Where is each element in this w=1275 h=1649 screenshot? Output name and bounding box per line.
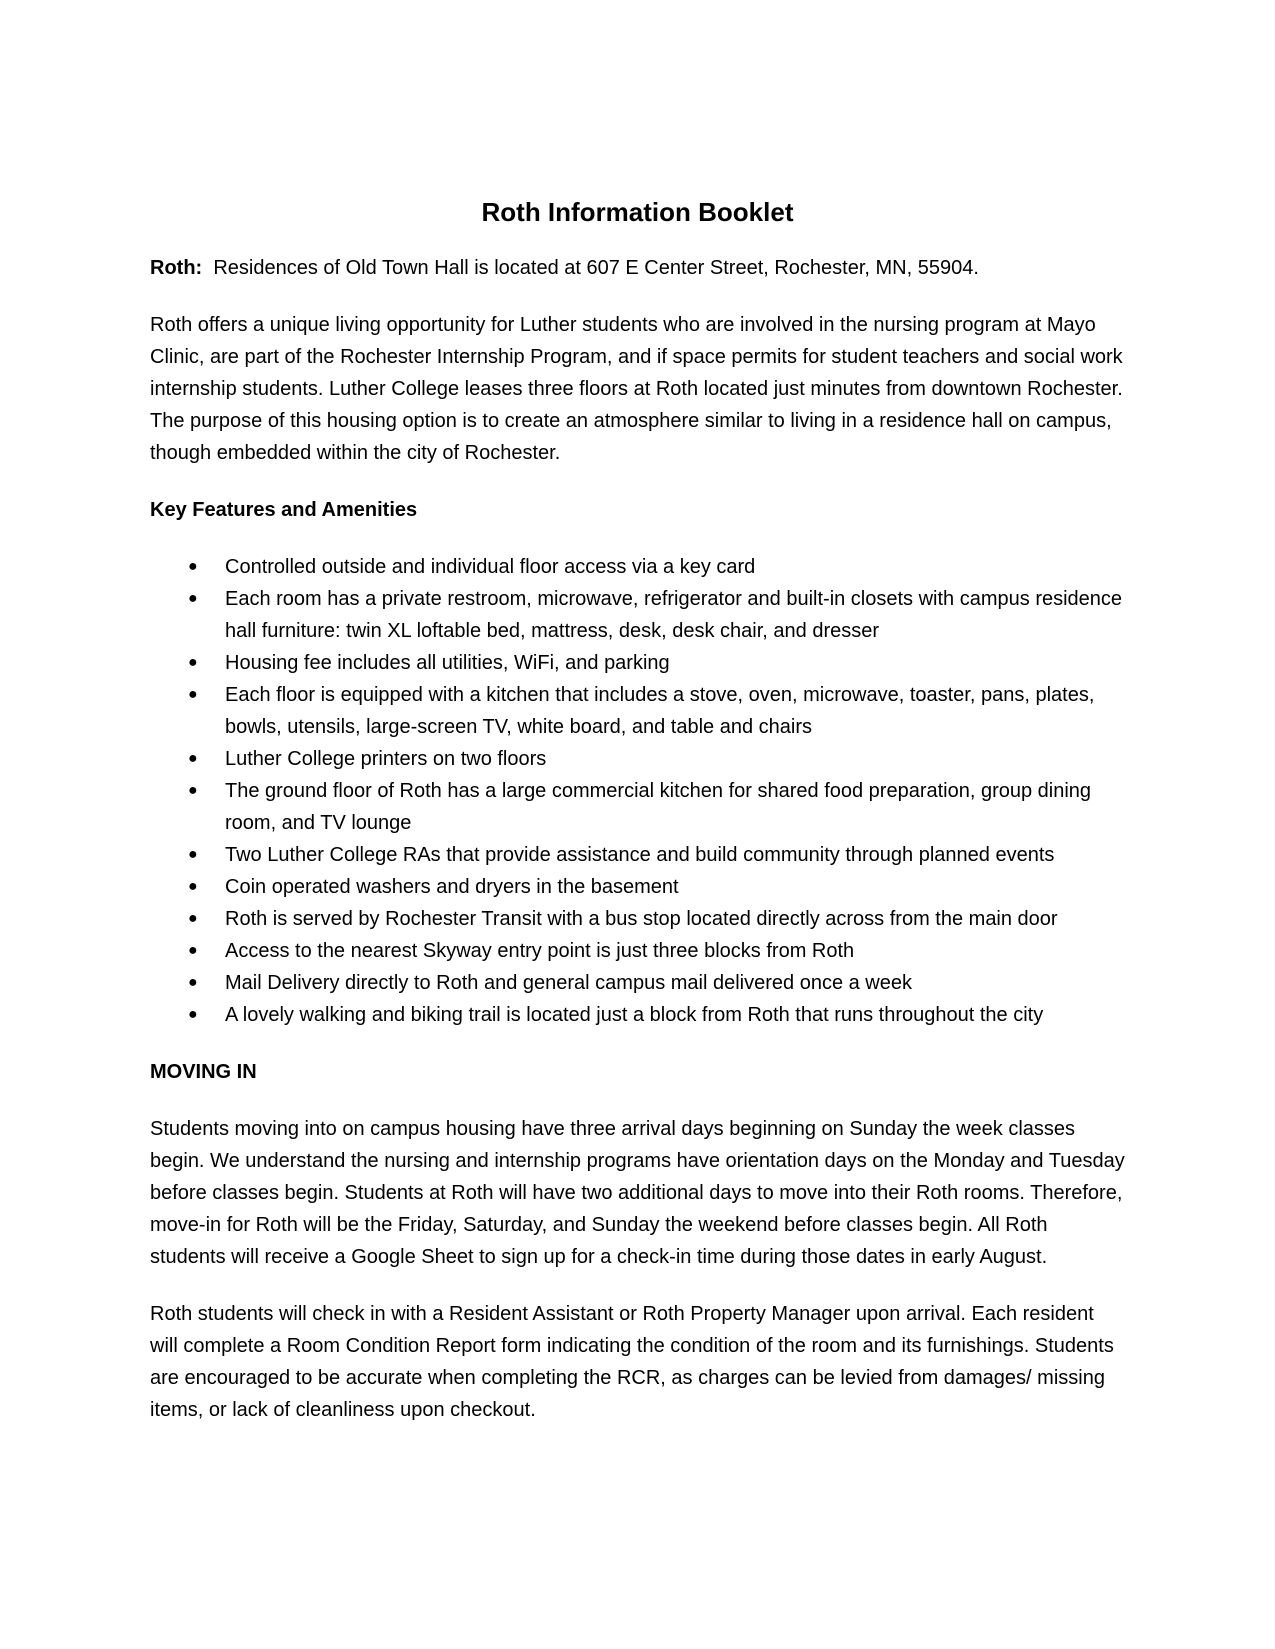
moving-in-paragraph-2: Roth students will check in with a Resident Assistant or Roth Property Manager upon arrival. Each resident will complete a Room Condition Report form indicating the condition of the room and its furnishings. Students are encouraged to be accurate when completing the RCR, as charges can be levied from damages/ missing items, or lack of cleanliness upon checkout. — [150, 1303, 1114, 1421]
feature-text: Two Luther College RAs that provide assistance and build community through planned events — [225, 844, 1055, 866]
feature-item — [150, 871, 1125, 903]
bullet-icon: ● — [188, 878, 198, 895]
feature-item — [150, 903, 1125, 935]
feature-text: A lovely walking and biking trail is located just a block from Roth that runs throughout the city — [225, 1004, 1044, 1026]
features-heading: Key Features and Amenities — [150, 499, 418, 521]
moving-in-paragraph-1: Students moving into on campus housing have three arrival days beginning on Sunday the week classes begin. We understand the nursing and internship programs have orientation days on the Monday and Tuesday before classes begin. Students at Roth will have two additional days to move into their Roth rooms. Therefore, move-in for Roth will be the Friday, Saturday, and Sunday the weekend before classes begin. All Roth students will receive a Google Sheet to sign up for a check-in time during those dates in early August. — [150, 1118, 1125, 1268]
moving-in-heading: MOVING IN — [150, 1061, 257, 1083]
bullet-icon: ● — [188, 590, 198, 607]
feature-text: Housing fee includes all utilities, WiFi, and parking — [225, 652, 670, 674]
feature-item — [150, 935, 1125, 967]
bullet-icon: ● — [188, 558, 198, 575]
document-title: Roth Information Booklet — [481, 197, 794, 227]
document-content — [150, 196, 1125, 1426]
feature-text: The ground floor of Roth has a large commercial kitchen for shared food preparation, group dining room, and TV lounge — [225, 780, 1092, 834]
address-label: Roth: — [150, 257, 203, 279]
feature-item — [150, 999, 1125, 1031]
bullet-icon: ● — [188, 846, 198, 863]
feature-item — [150, 775, 1125, 839]
features-list — [150, 551, 1125, 1031]
bullet-icon: ● — [188, 1006, 198, 1023]
feature-item — [150, 647, 1125, 679]
feature-text: Each room has a private restroom, microwave, refrigerator and built-in closets with campus residence hall furniture: twin XL loftable bed, mattress, desk, desk chair, and dresser — [225, 588, 1123, 642]
feature-item — [150, 679, 1125, 743]
address-paragraph — [150, 252, 1125, 284]
intro-paragraph: Roth offers a unique living opportunity for Luther students who are involved in the nursing program at Mayo Clinic, are part of the Rochester Internship Program, and if space permits for student teachers and social work internship students. Luther College leases three floors at Roth located just minutes from downtown Rochester. The purpose of this housing option is to create an atmosphere similar to living in a residence hall on campus, though embedded within the city of Rochester. — [150, 314, 1123, 464]
bullet-icon: ● — [188, 686, 198, 703]
feature-item — [150, 583, 1125, 647]
address-text: Residences of Old Town Hall is located at 607 E Center Street, Rochester, MN, 55904. — [213, 257, 979, 279]
feature-text: Each floor is equipped with a kitchen that includes a stove, oven, microwave, toaster, pans, plates, bowls, utensils, large-screen TV, white board, and table and chairs — [225, 684, 1095, 738]
feature-item — [150, 967, 1125, 999]
feature-text: Roth is served by Rochester Transit with a bus stop located directly across from the main door — [225, 908, 1058, 930]
feature-text: Coin operated washers and dryers in the basement — [225, 876, 679, 898]
feature-item — [150, 551, 1125, 583]
feature-text: Access to the nearest Skyway entry point is just three blocks from Roth — [225, 940, 855, 962]
feature-item — [150, 743, 1125, 775]
bullet-icon: ● — [188, 782, 198, 799]
feature-text: Controlled outside and individual floor access via a key card — [225, 556, 756, 578]
feature-text: Luther College printers on two floors — [225, 748, 547, 770]
bullet-icon: ● — [188, 750, 198, 767]
bullet-icon: ● — [188, 974, 198, 991]
feature-item — [150, 839, 1125, 871]
bullet-icon: ● — [188, 910, 198, 927]
bullet-icon: ● — [188, 654, 198, 671]
bullet-icon: ● — [188, 942, 198, 959]
feature-text: Mail Delivery directly to Roth and general campus mail delivered once a week — [225, 972, 912, 994]
